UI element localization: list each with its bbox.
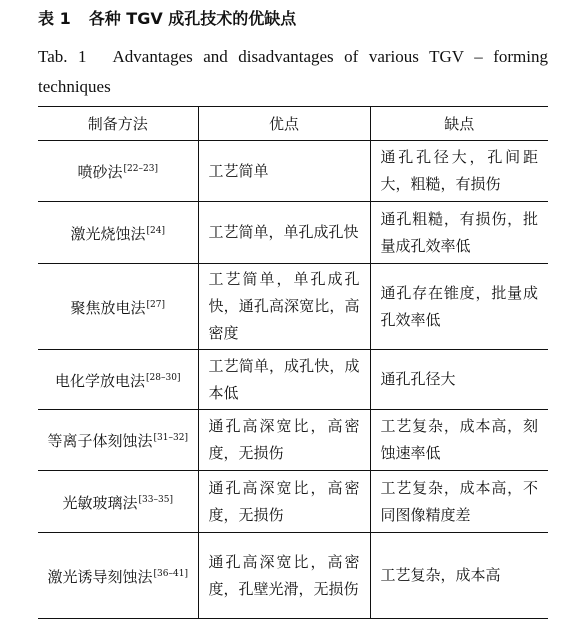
method-cell bbox=[38, 471, 198, 533]
disadvantages-cell: 工艺复杂，成本高，不同图像精度差 bbox=[370, 471, 548, 533]
disadvantages-cell: 工艺复杂，成本高 bbox=[370, 533, 548, 619]
header-method: 制备方法 bbox=[38, 107, 198, 141]
reference-marker: [27] bbox=[146, 299, 165, 310]
caption-zh-title: 各种 TGV 成孔技术的优缺点 bbox=[88, 9, 297, 28]
table-row bbox=[38, 264, 548, 350]
disadvantages-cell: 通孔粗糙，有损伤，批量成孔效率低 bbox=[370, 202, 548, 264]
advantages-cell: 工艺简单，成孔快，成本低 bbox=[198, 350, 370, 410]
method-name: 光敏玻璃法 bbox=[62, 493, 138, 512]
reference-marker: [28–30] bbox=[146, 372, 181, 383]
disadvantages-cell: 通孔孔径大 bbox=[370, 350, 548, 410]
advantages-cell: 通孔高深宽比，高密度，孔壁光滑，无损伤 bbox=[198, 533, 370, 619]
comparison-table bbox=[38, 106, 548, 619]
method-cell bbox=[38, 410, 198, 471]
method-name: 聚焦放电法 bbox=[70, 298, 146, 317]
caption-zh-label: 表 1 bbox=[38, 9, 71, 28]
method-name: 激光诱导刻蚀法 bbox=[47, 567, 153, 586]
reference-marker: [24] bbox=[146, 225, 165, 236]
table-row bbox=[38, 533, 548, 619]
advantages-cell: 工艺简单，单孔成孔快，通孔高深宽比，高密度 bbox=[198, 264, 370, 350]
header-advantages: 优点 bbox=[198, 107, 370, 141]
table-caption-en bbox=[38, 42, 548, 102]
reference-marker: [22–23] bbox=[123, 164, 158, 174]
advantages-cell: 通孔高深宽比，高密度，无损伤 bbox=[198, 410, 370, 471]
disadvantages-cell: 通孔孔径大，孔间距大，粗糙，有损伤 bbox=[370, 141, 548, 202]
table-caption-zh bbox=[38, 8, 296, 30]
reference-marker: [36–41] bbox=[153, 568, 188, 579]
method-cell bbox=[38, 264, 198, 350]
advantages-cell: 工艺简单 bbox=[198, 141, 370, 202]
method-cell bbox=[38, 141, 198, 202]
method-name: 电化学放电法 bbox=[55, 371, 146, 390]
disadvantages-cell: 工艺复杂，成本高，刻蚀速率低 bbox=[370, 410, 548, 471]
disadvantages-cell: 通孔存在锥度，批量成孔效率低 bbox=[370, 264, 548, 350]
method-cell bbox=[38, 202, 198, 264]
method-name: 激光烧蚀法 bbox=[70, 224, 146, 243]
caption-en-label: Tab. 1 bbox=[38, 47, 87, 66]
advantages-cell: 通孔高深宽比，高密度，无损伤 bbox=[198, 471, 370, 533]
reference-marker: [31–32] bbox=[153, 433, 188, 443]
table-row bbox=[38, 141, 548, 202]
method-name: 等离子体刻蚀法 bbox=[47, 432, 153, 450]
method-cell bbox=[38, 533, 198, 619]
table-row bbox=[38, 350, 548, 410]
method-name: 喷砂法 bbox=[77, 163, 123, 181]
table-row bbox=[38, 410, 548, 471]
method-cell bbox=[38, 350, 198, 410]
advantages-cell: 工艺简单，单孔成孔快 bbox=[198, 202, 370, 264]
table-header-row bbox=[38, 107, 548, 141]
table-row bbox=[38, 202, 548, 264]
reference-marker: [33–35] bbox=[138, 494, 173, 505]
caption-en-title: Advantages and disadvantages of various TGV – forming techniques bbox=[38, 47, 548, 96]
header-disadvantages: 缺点 bbox=[370, 107, 548, 141]
table-row bbox=[38, 471, 548, 533]
